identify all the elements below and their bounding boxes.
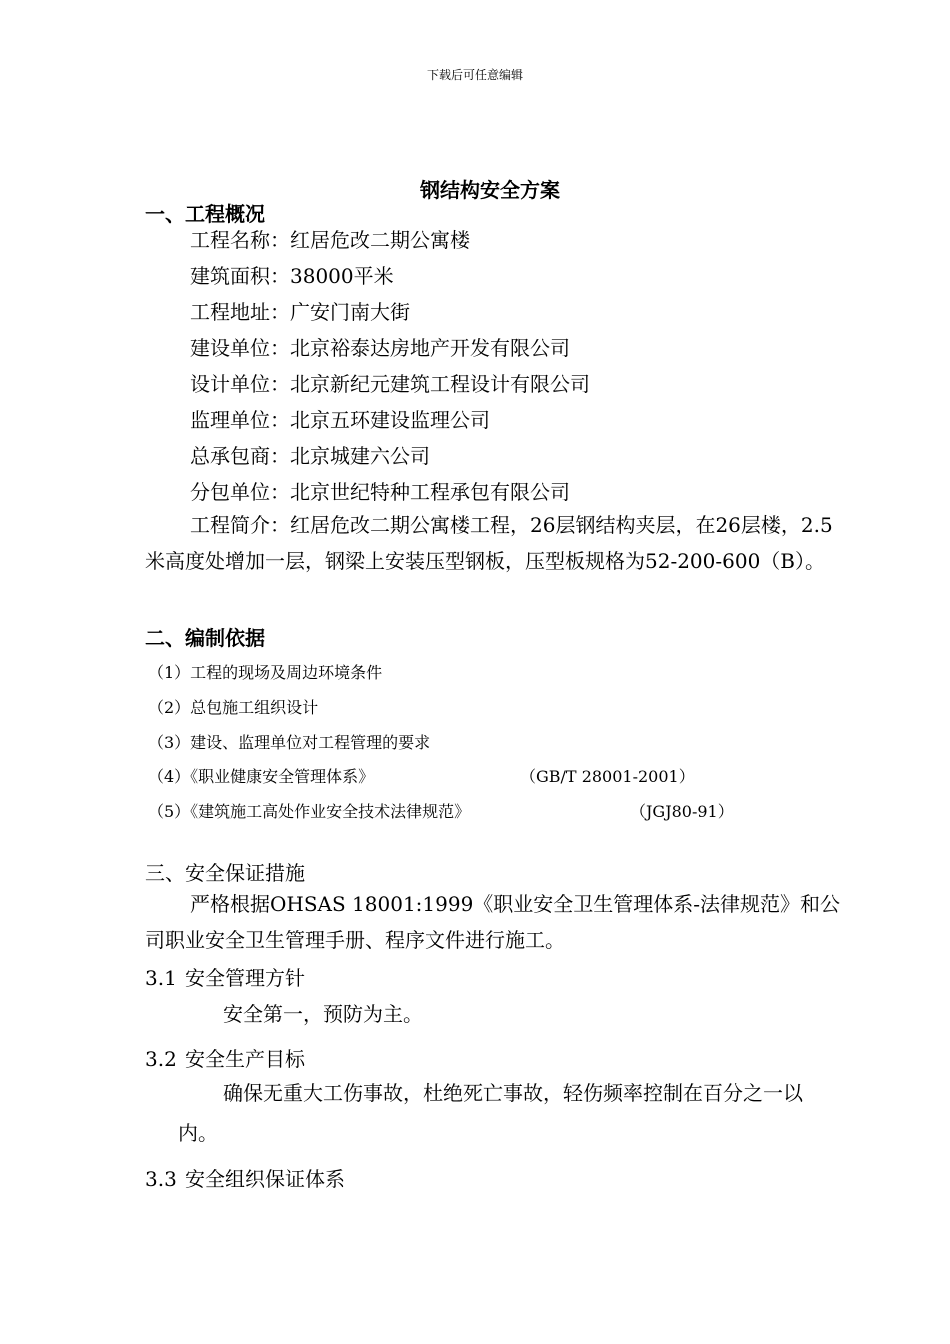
field-project-name: 工程名称：红居危改二期公寓楼 — [190, 228, 470, 252]
field-general-contractor: 总承包商：北京城建六公司 — [190, 444, 430, 468]
project-intro-text: 工程简介：红居危改二期公寓楼工程，26层钢结构夹层，在26层楼，2.5米高度处增加一层，钢梁上安装压型钢板，压型板规格为52-200-600（B）。 — [145, 513, 833, 573]
basis-item — [148, 695, 318, 718]
field-project-address: 工程地址：广安门南大街 — [190, 300, 410, 324]
basis-item — [148, 730, 430, 753]
page-header-note: 下载后可任意编辑 — [426, 68, 523, 82]
section-heading-overview: 一、工程概况 — [145, 202, 265, 226]
basis-item-text: （3）建设、监理单位对工程管理的要求 — [148, 733, 431, 752]
subsection-title: 安全管理方针 — [185, 966, 305, 990]
section-heading-safety: 三、安全保证措施 — [145, 861, 305, 885]
subsection-title: 安全组织保证体系 — [185, 1167, 345, 1191]
document-title: 钢结构安全方案 — [420, 178, 560, 202]
basis-item — [148, 764, 695, 787]
field-designer: 设计单位：北京新纪元建筑工程设计有限公司 — [190, 372, 590, 396]
basis-item-text: （1）工程的现场及周边环境条件 — [148, 663, 383, 682]
subsection-3-1 — [145, 962, 305, 991]
safety-intro-paragraph — [145, 886, 845, 958]
subsection-3-2 — [145, 1043, 305, 1072]
goal-paragraph — [178, 1073, 838, 1153]
project-intro-paragraph — [145, 507, 845, 579]
field-subcontractor: 分包单位：北京世纪特种工程承包有限公司 — [190, 480, 570, 504]
basis-item-text: （4）《职业健康安全管理体系》 — [148, 767, 375, 786]
basis-item-text: （2）总包施工组织设计 — [148, 698, 319, 717]
field-supervisor: 监理单位：北京五环建设监理公司 — [190, 408, 490, 432]
basis-item-code: （GB/T 28001-2001） — [520, 767, 695, 786]
subsection-number: 3.2 — [145, 1047, 177, 1071]
field-building-area: 建筑面积：38000平米 — [190, 264, 394, 288]
subsection-number: 3.1 — [145, 966, 177, 990]
safety-intro-text: 严格根据OHSAS 18001:1999《职业安全卫生管理体系-法律规范》和公司职业安全卫生管理手册、程序文件进行施工。 — [145, 892, 841, 952]
field-developer: 建设单位：北京裕泰达房地产开发有限公司 — [190, 336, 570, 360]
subsection-number: 3.3 — [145, 1167, 177, 1191]
basis-item — [148, 660, 382, 683]
goal-text: 确保无重大工伤事故，杜绝死亡事故，轻伤频率控制在百分之一以内。 — [178, 1081, 803, 1145]
section-heading-basis: 二、编制依据 — [145, 626, 265, 650]
subsection-title: 安全生产目标 — [185, 1047, 305, 1071]
basis-item-code: （JGJ80-91） — [630, 802, 734, 821]
basis-item — [148, 799, 734, 822]
policy-text: 安全第一，预防为主。 — [223, 1002, 423, 1026]
subsection-3-3 — [145, 1163, 345, 1192]
basis-item-text: （5）《建筑施工高处作业安全技术法律规范》 — [148, 802, 471, 821]
